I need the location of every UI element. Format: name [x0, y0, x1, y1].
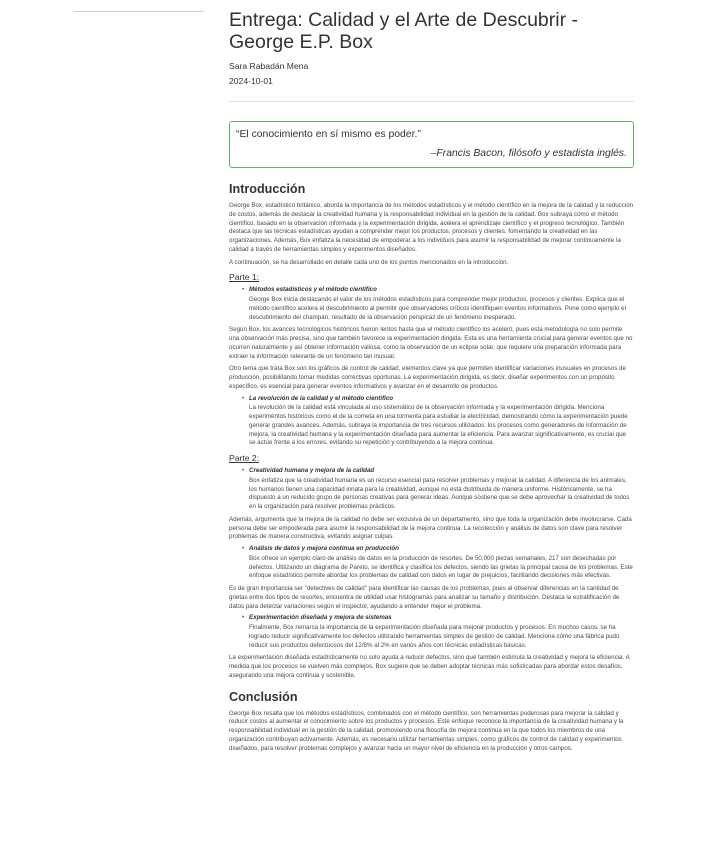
part1-list-b [242, 394, 634, 449]
list-item [242, 286, 634, 322]
part1-list-a [242, 286, 634, 322]
conclusion-paragraph: George Box resalta que los métodos estadísticos, combinados con el método científico, son herramientas poderosas para mejorar la calidad y reducir costos al aumentar el conocimiento sobre los productos y procesos. Este enfoque reconoce la importancia de la creatividad humana y la responsabilidad individual en la gestión de la calidad, promoviendo una filosofía de mejora continua en la que todos los miembros de una organización contribuyan activamente. Además, es necesario utilizar herramientas simples, como gráficos de control de calidad y experimentos diseñados, para resolver problemas complejos y avanzar hacia un mayor nivel de eficiencia en la producción y otros campos. [229, 709, 624, 752]
body-paragraph: Según Box, los avances tecnológicos históricos fueron lentos hasta que el método científico los aceleró, pues esta metodología no solo permite una observación más precisa, sino que también favorece la experimentación dirigida. Esta es una herramienta crucial para generar eventos que no ocurren naturalmente y así obtener información valiosa, como la observación de un eclipse solar, que requiere una preparación informada para extraer la información relevante de un fenómeno tan inusual. [229, 326, 633, 360]
body-paragraph: Es de gran importancia ser "detectives de calidad" para identificar las causas de los problemas, pues al observar diferencias en la cantidad de grietas entre dos tipos de resortes, encuentra de utilidad usar histogramas para analizar su tamaño y distribución. Destaca la estratificación de datos para detectar variaciones según el inspector, ayudando a entender mejor el problema. [229, 585, 620, 610]
list-item-text: La revolución de la calidad está vinculada al uso sistemático de la observación informada y la experimentación dirigida. Menciona experimentos históricos como el de la cometa en una tormenta para estudiar la electricidad, demostrando cómo la experimentación puede generar grandes avances. Además, subraya la importancia de tres recursos utilizados: los procesos como generadores de información de mejora, la creatividad humana y la experimentación diseñada para aumentar la eficiencia. Para avanzar significativamente, es crucial que se actúe frente a los errores, evitando su repetición y contribuyendo a la mejora continua. [249, 404, 628, 447]
part2-heading: Parte 2: [229, 453, 260, 463]
bullet-icon: • [242, 286, 245, 294]
sidebar-divider [74, 11, 204, 12]
list-item-text: George Box inicia destacando el valor de los métodos estadísticos para comprender mejor productos, procesos y clientes. Explica que el método científico acelera el descubrimiento al permitir que observadores críticos identifiquen eventos informativos. Pone como ejemplo el descubrimiento del champán, resultado de la observación perspicaz de un fenómeno inesperado. [249, 296, 626, 321]
header-divider [229, 101, 634, 102]
list-item-title: La revolución de la calidad y el método científico [249, 394, 394, 402]
bullet-icon: • [242, 614, 245, 622]
quote-callout [229, 121, 634, 168]
part2-list-c [242, 614, 634, 650]
conclusion-heading: Conclusión [229, 689, 298, 704]
list-item-text: Box ofrece un ejemplo claro de análisis de datos en la producción de resortes. De 50,000 piezas semanales, 217 son desechadas por defectos. Utilizando un diagrama de Pareto, se identifica y clasifica los defectos, siendo las grietas la principal causa de los problemas. Este enfoque estadístico permite abordar los problemas de calidad con datos en lugar de prejuicios, facilitando decisiones más efectivas. [249, 554, 633, 580]
list-item [242, 545, 634, 581]
list-item [242, 394, 634, 449]
list-item [242, 614, 634, 650]
list-item-title: Métodos estadísticos y el método científico [249, 286, 377, 294]
body-paragraph: La experimentación diseñada estadísticamente no solo ayuda a reducir defectos, sino que también estimula la creatividad y mejora la eficiencia. A medida que los procesos se vuelven más complejos, Box sugiere que se deben adoptar técnicas más sofisticadas para abordar estos desafíos, asegurando una mejora continua y sostenible. [229, 654, 630, 679]
list-item-title: Experimentación diseñada y mejora de sistemas [249, 614, 392, 622]
author: Sara Rabadán Mena [229, 61, 309, 71]
intro-paragraph: A continuación, se ha desarrollado en detalle cada uno de los puntos mencionados en la introducción. [229, 258, 509, 266]
list-item [242, 467, 634, 512]
quote-attribution: –Francis Bacon, filósofo y estadista inglés. [430, 148, 627, 159]
intro-paragraph: George Box, estadístico británico, aborda la importancia de los métodos estadísticos y el método científico en la mejora de la calidad y la reducción de costos, además de destacar la creatividad humana y la responsabilidad individual en la gestión de la calidad. Box subraya cómo el método científico, basado en la observación informada y la experimentación dirigida, acelera el aprendizaje científico y el progreso tecnológico. También destaca que las técnicas estadísticas ayudan a comprender mejor los productos, procesos y clientes, fomentando la creatividad en las organizaciones. Además, Box enfatiza la necesidad de empoderar a los individuos para asumir la responsabilidad de mejorar continuamente la calidad a través de herramientas simples y experimentos diseñados. [229, 202, 634, 253]
list-item-title: Análisis de datos y mejora continua en producción [249, 545, 399, 552]
document-body [229, 9, 634, 753]
list-item-text: Finalmente, Box remarca la importancia de la experimentación diseñada para mejorar productos y procesos. En muchos casos, se ha logrado reducir significativamente los defectos utilizando herramientas simples de gestión de calidad. Menciona cómo una fábrica pudo reducir sus productos defectuosos del 12/8% al 2% en varios años con técnicas estadísticas básicas. [249, 624, 620, 649]
part2-list-a [242, 467, 634, 512]
body-paragraph: Además, argumenta que la mejora de la calidad no debe ser exclusiva de un departamento, sino que toda la organización debe involucrarse. Cada persona debe ser empoderada para asumir la responsabilidad de la mejora continua. La recolección y análisis de datos son clave para resolver problemas de manera constructiva, evitando asignar culpas. [229, 515, 632, 541]
date: 2024-10-01 [229, 76, 273, 86]
bullet-icon: • [242, 545, 245, 552]
part2-list-b [242, 545, 634, 581]
page-title: Entrega: Calidad y el Arte de Descubrir - George E.P. Box [229, 9, 579, 53]
intro-heading: Introducción [229, 182, 306, 196]
bullet-icon: • [242, 467, 245, 474]
body-paragraph: Otro tema que trata Box son los gráficos de control de calidad, elementos clave ya que permiten identificar variaciones inusuales en procesos de producción, posibilitando tomar medidas correctivas oportunas. La experimentación dirigida, es decir, diseñar experimentos con un propósito específico, es esencial para generar eventos informativos y avanzar en el desarrollo de productos. [229, 365, 626, 390]
bullet-icon: • [242, 394, 245, 402]
list-item-text: Box enfatiza que la creatividad humana es un recurso esencial para resolver problemas y mejorar la calidad. A diferencia de los animales, los humanos tienen una capacidad innata para la creatividad, aunque no está distribuida de manera uniforme. Históricamente, se ha dispuesto a un reducido grupo de personas creativas para generar ideas. Aunque sostiene que se debe aprovechar la creatividad de todos en la organización para resolver problemas prácticos. [249, 476, 630, 510]
quote-text: “El conocimiento en sí mismo es poder.” [236, 129, 421, 140]
part1-heading: Parte 1: [229, 272, 260, 283]
list-item-title: Creatividad humana y mejora de la calidad [249, 467, 375, 474]
